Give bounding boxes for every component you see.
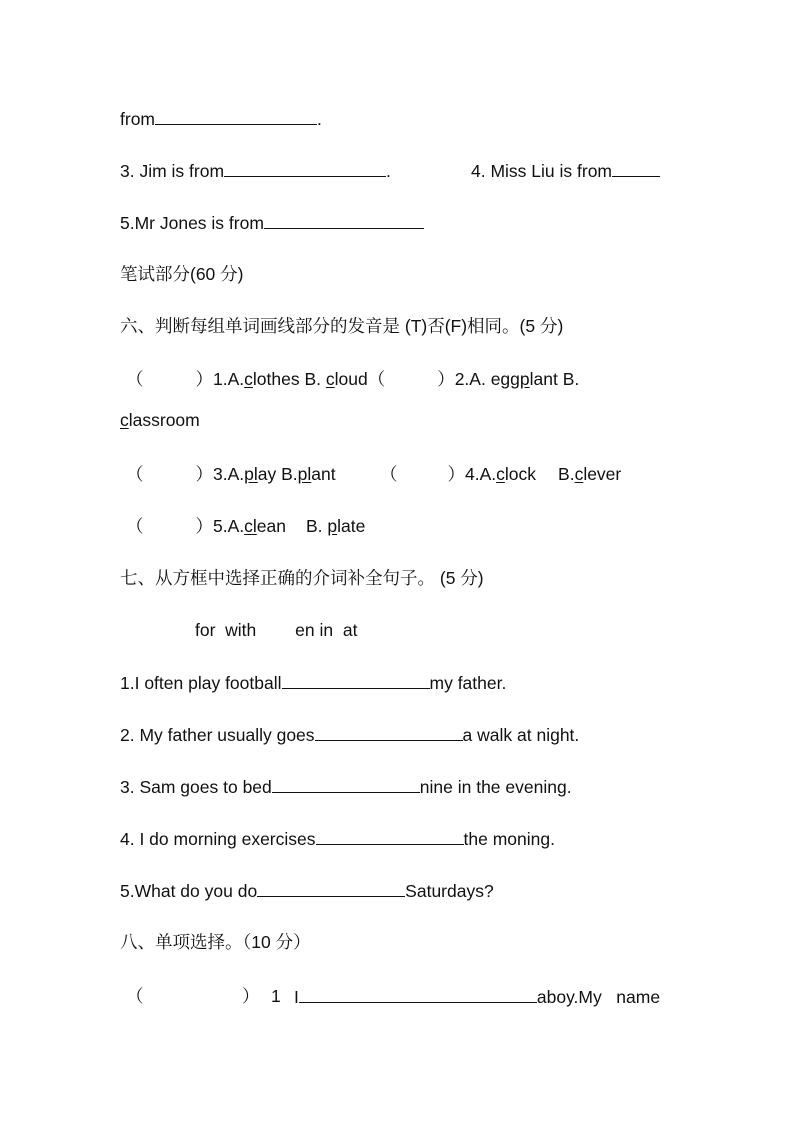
- section-6-title: 六、判断每组单词画线部分的发音是 (T)否(F)相同。(5 分): [120, 316, 564, 336]
- answer-blank[interactable]: [315, 722, 463, 741]
- s7-q4: 4. I do morning exercises the moning.: [120, 826, 555, 850]
- answer-blank[interactable]: [257, 878, 405, 897]
- s6-q2-continued: classroom: [120, 410, 200, 430]
- listening-q5: 5.Mr Jones is from: [120, 210, 424, 234]
- s6-q3-row: （ ）3.A.play B.plant: [126, 464, 336, 484]
- written-section-header: 笔试部分(60 分): [120, 264, 244, 284]
- answer-blank[interactable]: [155, 106, 317, 125]
- answer-blank[interactable]: [264, 210, 424, 229]
- s7-q3: 3. Sam goes to bed nine in the evening.: [120, 774, 572, 798]
- s6-q5-row: （ ）5.A.clean B. plate: [126, 516, 366, 536]
- answer-blank[interactable]: [299, 984, 537, 1003]
- answer-blank[interactable]: [612, 158, 660, 177]
- s7-q5: 5.What do you do Saturdays?: [120, 878, 494, 902]
- word-box: for with en in at: [195, 620, 358, 640]
- answer-blank[interactable]: [316, 826, 464, 845]
- section-7-title: 七、从方框中选择正确的介词补全句子。 (5 分): [120, 568, 484, 588]
- s8-q1: （ ） 1 I aboy.My name: [126, 986, 661, 1007]
- s6-q1-row: （ ）1.A.clothes B. cloud（ ）2.A. eggplant B.: [126, 369, 580, 389]
- answer-blank[interactable]: [224, 158, 386, 177]
- answer-blank[interactable]: [282, 670, 430, 689]
- section-8-title: 八、单项选择。（10 分）: [120, 932, 311, 952]
- s6-q4-row: （ ）4.A.clock B.clever: [380, 464, 622, 484]
- answer-blank[interactable]: [272, 774, 420, 793]
- s7-q1: 1.I often play football my father.: [120, 670, 506, 694]
- listening-q3: 3. Jim is from .: [120, 158, 391, 182]
- listening-line-from: from .: [120, 106, 322, 130]
- s7-q2: 2. My father usually goes a walk at night.: [120, 722, 579, 746]
- listening-q4: 4. Miss Liu is from: [471, 158, 660, 182]
